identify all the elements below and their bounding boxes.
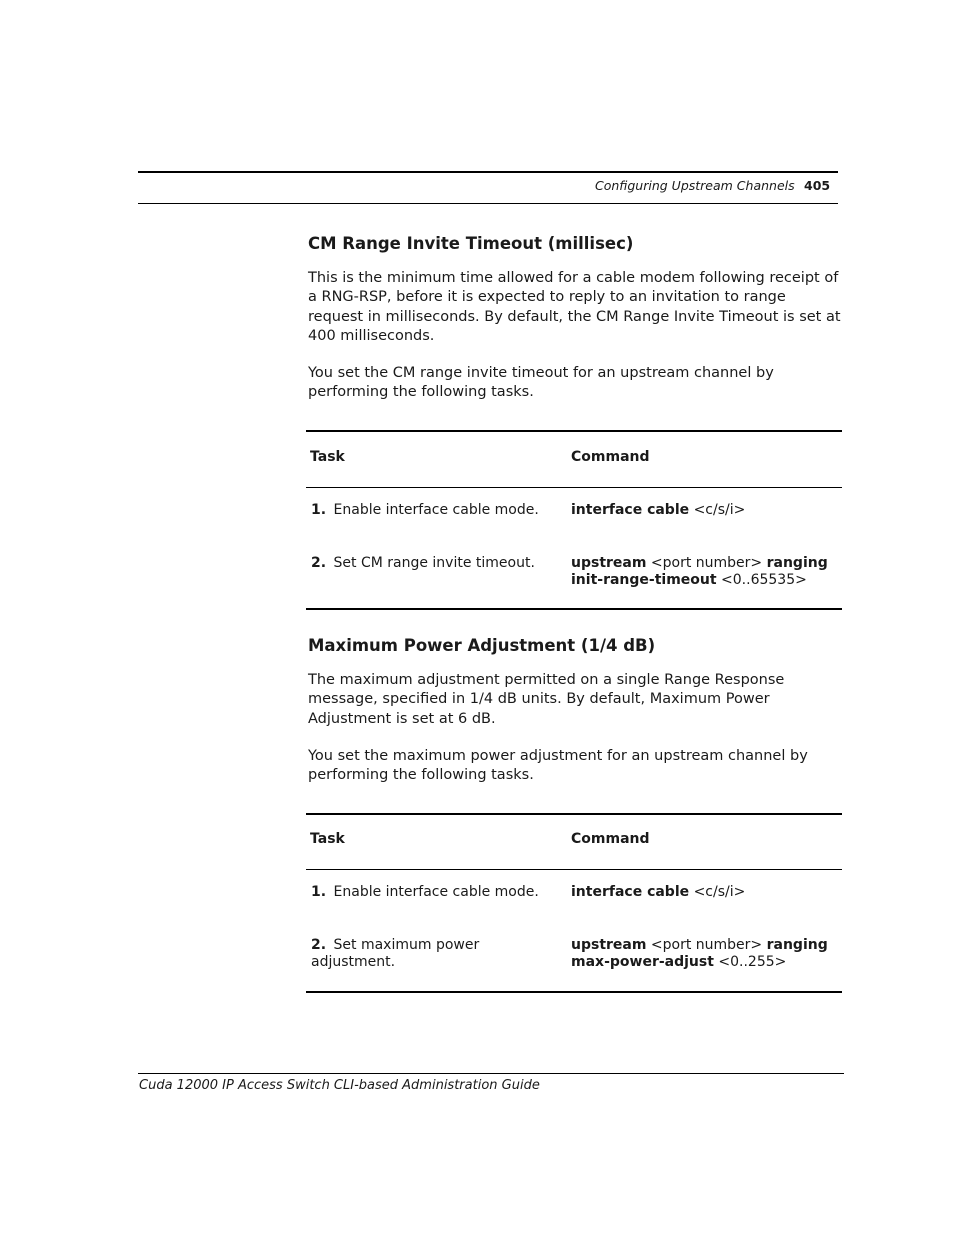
command-keyword: upstream bbox=[571, 555, 647, 571]
section-2-paragraph-2: You set the maximum power adjustment for an upstream channel by performing the following tasks. bbox=[308, 748, 808, 784]
step-number: 1. bbox=[311, 884, 327, 900]
command-keyword: ranging bbox=[766, 937, 828, 953]
footer-document-title: Cuda 12000 IP Access Switch CLI-based Administration Guide bbox=[139, 1078, 540, 1093]
command-argument: <c/s/i> bbox=[689, 502, 746, 518]
table-2-header-rule bbox=[306, 869, 842, 870]
task-text: Set maximum power adjustment. bbox=[311, 937, 480, 970]
command-keyword: interface cable bbox=[571, 884, 690, 900]
section-1-paragraph-1: This is the minimum time allowed for a cable modem following receipt of a RNG-RSP, before it is expected to reply to an invitation to range request in milliseconds. By default, the CM Range Invite Timeout is set at 400 milliseconds. bbox=[308, 270, 841, 345]
task-text: Enable interface cable mode. bbox=[333, 884, 539, 900]
command-keyword: max-power-adjust bbox=[571, 954, 714, 970]
table-1-top-rule bbox=[306, 430, 842, 432]
table-1-bottom-rule bbox=[306, 608, 842, 610]
table-1-row-1-command bbox=[571, 502, 841, 519]
command-keyword: upstream bbox=[571, 937, 647, 953]
command-argument: <port number> bbox=[646, 555, 767, 571]
table-1-header-command: Command bbox=[571, 449, 650, 465]
task-text: Set CM range invite timeout. bbox=[333, 555, 535, 571]
table-1-row-1-task bbox=[311, 502, 561, 519]
table-2-bottom-rule bbox=[306, 991, 842, 993]
table-2-header-command: Command bbox=[571, 831, 650, 847]
table-1-row-2-command bbox=[571, 555, 841, 589]
section-2-paragraph-1: The maximum adjustment permitted on a single Range Response message, specified in 1/4 dB units. By default, Maximum Power Adjustment is set at 6 dB. bbox=[308, 672, 785, 727]
command-keyword: ranging bbox=[766, 555, 828, 571]
command-argument: <0..65535> bbox=[716, 572, 807, 588]
command-argument: <c/s/i> bbox=[689, 884, 746, 900]
step-number: 1. bbox=[311, 502, 327, 518]
section-title-cm-range-invite-timeout: CM Range Invite Timeout (millisec) bbox=[308, 234, 634, 253]
header-top-rule bbox=[138, 171, 838, 173]
command-keyword: init-range-timeout bbox=[571, 572, 717, 588]
table-2-row-2-command bbox=[571, 937, 841, 971]
table-1-row-2-task bbox=[311, 555, 561, 572]
page-number: 405 bbox=[804, 178, 831, 193]
header-bottom-rule bbox=[138, 203, 838, 204]
step-number: 2. bbox=[311, 937, 327, 953]
command-keyword: interface cable bbox=[571, 502, 690, 518]
footer-rule bbox=[138, 1073, 844, 1074]
task-text: Enable interface cable mode. bbox=[333, 502, 539, 518]
table-2-top-rule bbox=[306, 813, 842, 815]
header-chapter-title: Configuring Upstream Channels bbox=[595, 178, 795, 193]
table-2-header-task: Task bbox=[310, 831, 345, 847]
table-2-row-1-command bbox=[571, 884, 841, 901]
command-argument: <0..255> bbox=[713, 954, 787, 970]
table-1-header-rule bbox=[306, 487, 842, 488]
section-1-paragraph-2: You set the CM range invite timeout for an upstream channel by performing the following tasks. bbox=[308, 365, 774, 401]
table-2-row-1-task bbox=[311, 884, 561, 901]
section-title-maximum-power-adjustment: Maximum Power Adjustment (1/4 dB) bbox=[308, 636, 656, 655]
table-1-header-task: Task bbox=[310, 449, 345, 465]
table-2-row-2-task bbox=[311, 937, 561, 971]
step-number: 2. bbox=[311, 555, 327, 571]
command-argument: <port number> bbox=[646, 937, 767, 953]
